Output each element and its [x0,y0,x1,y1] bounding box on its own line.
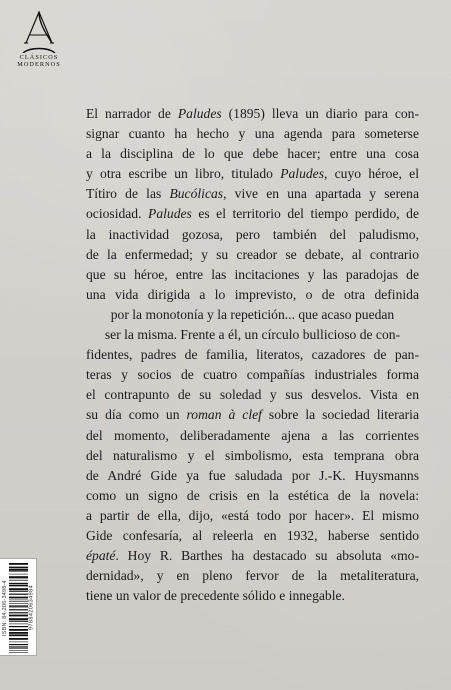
blurb-line [86,506,419,526]
blurb-text: , cuyo héroe, el [323,166,419,182]
barcode-bar [9,644,28,645]
barcode-bar [9,634,28,636]
logo-a-monogram-icon [22,9,56,53]
barcode-bar [9,652,28,653]
blurb-line [86,405,419,425]
blurb-line [86,365,419,385]
barcode-bar [9,576,28,578]
blurb-italic-text: roman à clef [186,407,262,423]
blurb-line [86,164,419,184]
blurb-text: es el territorio del tiempo perdido, de [191,206,419,222]
barcode-bar [9,580,28,581]
barcode-bar [9,618,28,620]
barcode-bar [9,650,28,651]
blurb-text: , vive en una apartada y serena [223,186,419,202]
blurb-line [86,385,419,405]
blurb-line [86,566,419,586]
isbn-barcode-box [0,558,37,656]
blurb-text: a partir de ella, dijo, «está todo por hacer». El mismo [86,507,419,523]
blurb-line [86,285,419,305]
barcode-bar [9,579,28,580]
isbn-label: ISBN: 84-206-3498-4 [2,580,8,636]
blurb-text: una vida dirigida a lo imprevisto, o de otra definida [86,286,419,302]
barcode-bar [9,615,28,617]
barcode-bar [9,603,28,604]
back-cover-blurb [86,104,419,624]
barcode-bar [9,601,28,602]
barcode-bar [9,626,28,627]
barcode-bar [9,563,28,565]
barcode-bar [9,606,28,607]
barcode-bar [9,588,28,590]
barcode-bar [9,567,28,569]
blurb-line [86,305,419,325]
blurb-text: ociosidad. [86,206,149,222]
blurb-italic-text: Paludes [148,206,192,222]
blurb-line [86,446,419,466]
blurb-text: de la enfermedad; y su creador se debate, al contrario [86,246,419,262]
blurb-text: a la disciplina de lo que debe hacer; entre una cosa [86,146,419,162]
blurb-text: su día como un [86,407,187,423]
blurb-line [86,104,419,124]
barcode-bar [9,597,28,599]
barcode-bar [9,571,28,572]
blurb-line [86,586,419,606]
blurb-text: que su héroe, entre las incitaciones y las paradojas de [86,266,419,282]
barcode-bar [9,632,28,634]
blurb-line [86,345,419,365]
blurb-text: por la monotonía y la repetición... que acaso puedan [110,306,395,322]
ean-digits: 9788420634984 [28,585,35,631]
barcode-bar [9,605,28,606]
blurb-text: Gide confesaría, al releerla en 1932, haberse sentido [86,527,419,543]
blurb-text: (1895) lleva un diario para con- [221,106,419,121]
blurb-line [86,426,419,446]
blurb-text: dernidad», y en pleno fervor de la metaliteratura, [86,568,419,584]
blurb-italic-text: Bucólicas [169,186,224,202]
blurb-text: . Hoy R. Barthes ha destacado su absoluta «mo- [115,548,419,564]
barcode-bar [9,600,28,601]
barcode-bar [9,574,28,575]
blurb-text: y otra escribe un libro, titulado [86,166,281,182]
publisher-logo [9,9,69,79]
blurb-line [86,325,419,345]
blurb-text: el contrapunto de su soledad y sus desvelos. Vista en [86,387,419,403]
blurb-text: del momento, deliberadamente ajena a las corrientes [86,427,419,443]
blurb-text: de André Gide ya fue saludada por J.-K. Huysmanns [86,467,419,483]
blurb-line [86,466,419,486]
barcode-bar [9,638,28,640]
logo-line-2: MODERNOS [17,61,61,68]
barcode-bar [9,648,28,649]
blurb-line [86,144,419,164]
barcode-bar [9,629,28,631]
blurb-line [86,546,419,566]
barcode-bar [9,621,28,622]
blurb-line [86,124,419,144]
blurb-text: tiene un valor de precedente sólido e innegable. [86,588,345,604]
blurb-text: la inactividad gozosa, pero también del paludismo, [86,226,419,242]
blurb-text: sobre la sociedad literaria [261,407,419,423]
blurb-line [86,204,419,224]
blurb-line [86,225,419,245]
blurb-text: El narrador de [86,106,178,121]
blurb-text: como un signo de crisis en la estética de la novela: [86,487,419,503]
blurb-line [86,265,419,285]
barcode-bar [9,609,28,610]
blurb-text: ser la misma. Frente a él, un círculo bullicioso de con- [104,327,401,343]
barcode-bar [9,646,28,647]
barcode-bar [9,624,28,625]
barcode-bar [9,594,28,595]
barcode-bar [9,585,28,587]
barcode-bar [9,591,28,592]
barcode-bar [9,583,28,584]
blurb-line [86,184,419,204]
blurb-line [86,526,419,546]
blurb-text: teras y socios de cuatro compañías industriales forma [86,367,419,383]
barcode-bar [9,642,28,643]
blurb-line [86,486,419,506]
blurb-italic-text: Paludes [280,166,324,182]
blurb-text: fidentes, padres de familia, literatos, cazadores de pan- [86,347,419,363]
blurb-italic-text: Paludes [177,106,222,121]
blurb-text: Títiro de las [86,186,170,202]
barcode-bar [9,569,28,571]
logo-line-1: CLÁSICOS [19,54,59,61]
barcode-icon [9,563,28,653]
blurb-text: signar cuanto ha hecho y una agenda para someterse [86,126,419,142]
blurb-italic-text: épaté [86,548,116,564]
blurb-text: del naturalismo y el simbolismo, esta temprana obra [86,447,419,463]
blurb-line [86,245,419,265]
barcode-bar [9,612,28,613]
